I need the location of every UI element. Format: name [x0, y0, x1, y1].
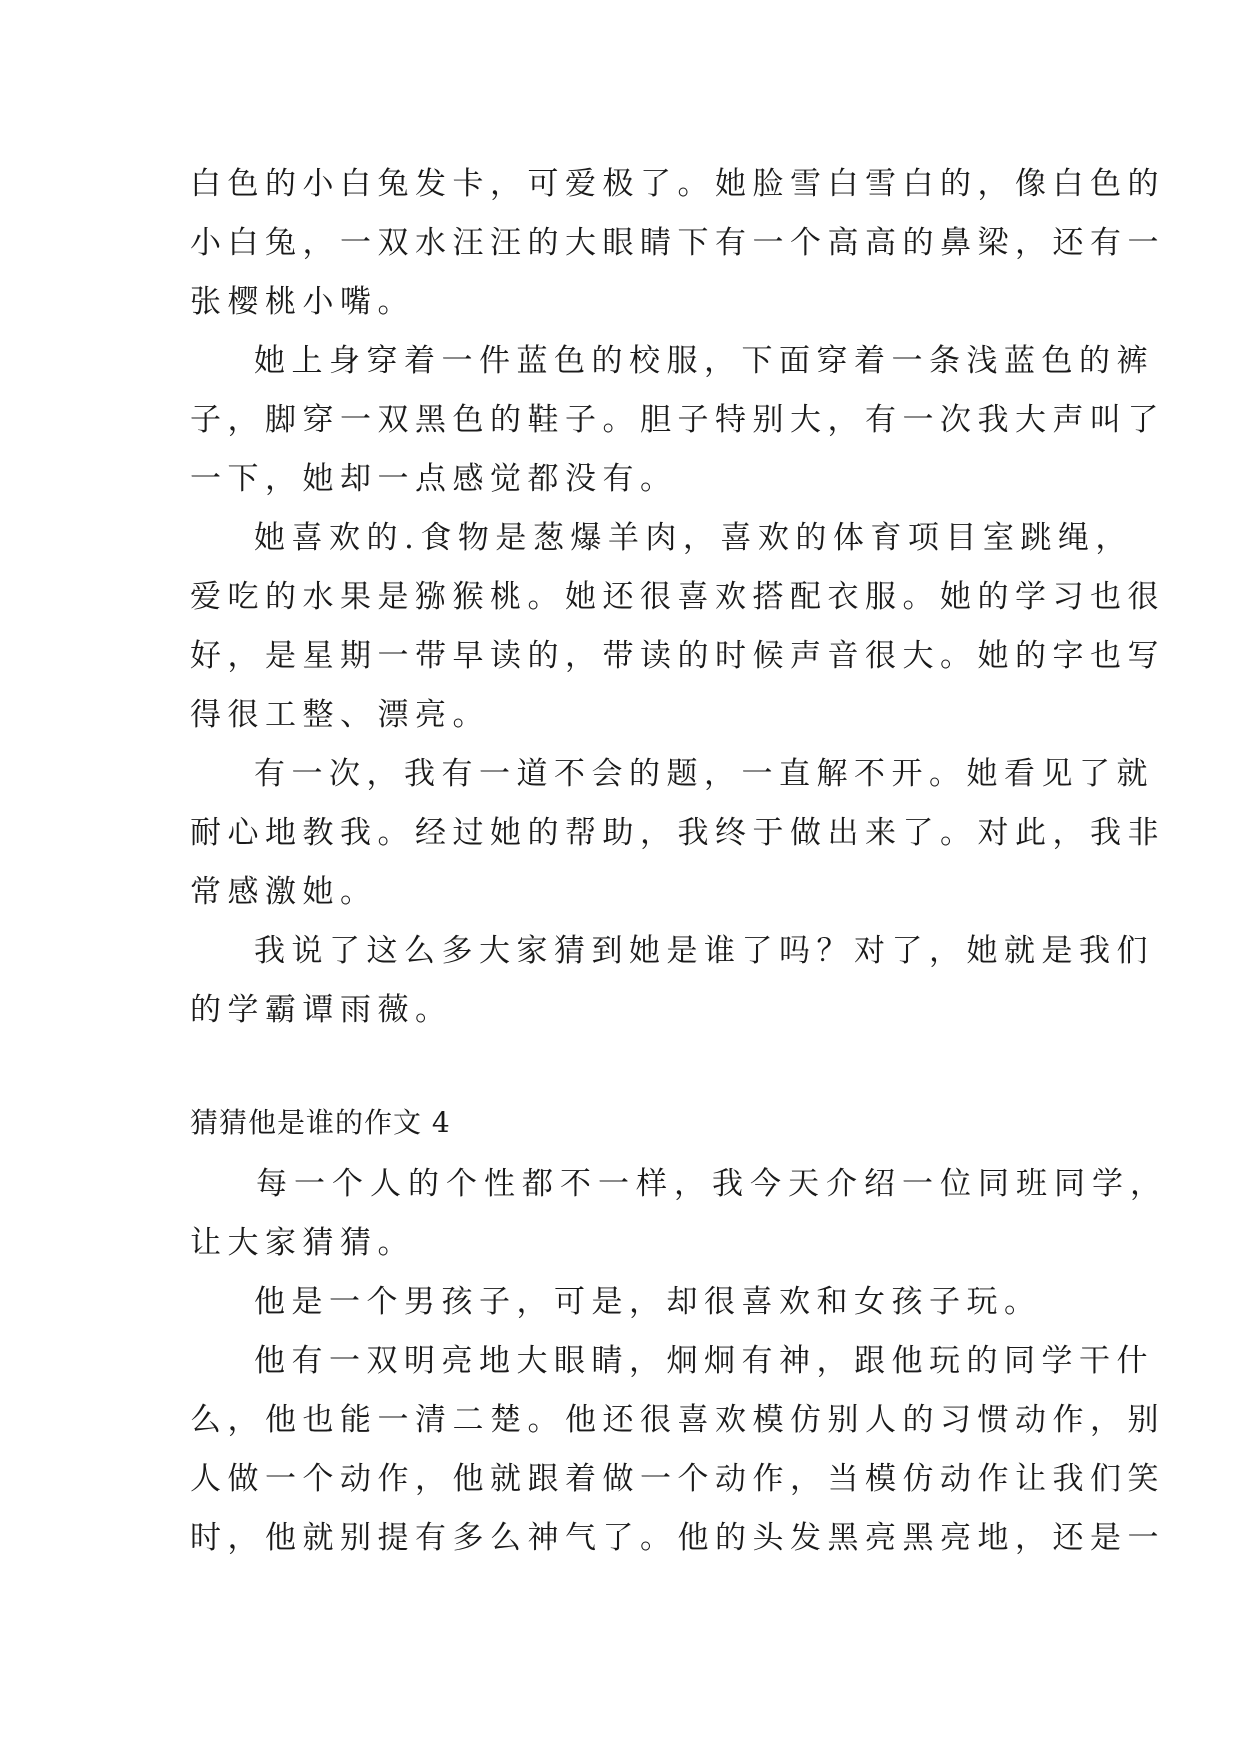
- paragraph-line: 么，他也能一清二楚。他还很喜欢模仿别人的习惯动作，别: [190, 1402, 1165, 1438]
- paragraph-line: 有一次，我有一道不会的题，一直解不开。她看见了就: [254, 756, 1154, 792]
- paragraph-line: 张樱桃小嘴。: [190, 284, 415, 320]
- paragraph-line: 一下，她却一点感觉都没有。: [190, 461, 678, 497]
- paragraph-line: 人做一个动作，他就跟着做一个动作，当模仿动作让我们笑: [190, 1461, 1165, 1497]
- paragraph-line: 她喜欢的.食物是葱爆羊肉，喜欢的体育项目室跳绳，: [254, 520, 1133, 556]
- paragraph-line: 小白兔，一双水汪汪的大眼睛下有一个高高的鼻梁，还有一: [190, 225, 1165, 261]
- section-heading: 猜猜他是谁的作文 4: [190, 1106, 451, 1139]
- paragraph-line: 每一个人的个性都不一样，我今天介绍一位同班同学，: [256, 1166, 1168, 1202]
- paragraph-line: 时，他就别提有多么神气了。他的头发黑亮黑亮地，还是一: [190, 1520, 1165, 1556]
- paragraph-line: 子，脚穿一双黑色的鞋子。胆子特别大，有一次我大声叫了: [190, 402, 1165, 438]
- paragraph-line: 好，是星期一带早读的，带读的时候声音很大。她的字也写: [190, 638, 1165, 674]
- paragraph-line: 他是一个男孩子，可是，却很喜欢和女孩子玩。: [254, 1284, 1042, 1320]
- paragraph-line: 他有一双明亮地大眼睛，炯炯有神，跟他玩的同学干什: [254, 1343, 1154, 1379]
- paragraph-line: 爱吃的水果是猕猴桃。她还很喜欢搭配衣服。她的学习也很: [190, 579, 1165, 615]
- paragraph-line: 耐心地教我。经过她的帮助，我终于做出来了。对此，我非: [190, 815, 1165, 851]
- paragraph-line: 让大家猜猜。: [190, 1225, 415, 1261]
- paragraph-line: 我说了这么多大家猜到她是谁了吗？对了，她就是我们: [254, 933, 1154, 969]
- paragraph-line: 的学霸谭雨薇。: [190, 992, 453, 1028]
- paragraph-line: 她上身穿着一件蓝色的校服，下面穿着一条浅蓝色的裤: [254, 343, 1154, 379]
- paragraph-line: 常感激她。: [190, 874, 378, 910]
- paragraph-line: 得很工整、漂亮。: [190, 697, 490, 733]
- paragraph-line: 白色的小白兔发卡，可爱极了。她脸雪白雪白的，像白色的: [190, 166, 1165, 202]
